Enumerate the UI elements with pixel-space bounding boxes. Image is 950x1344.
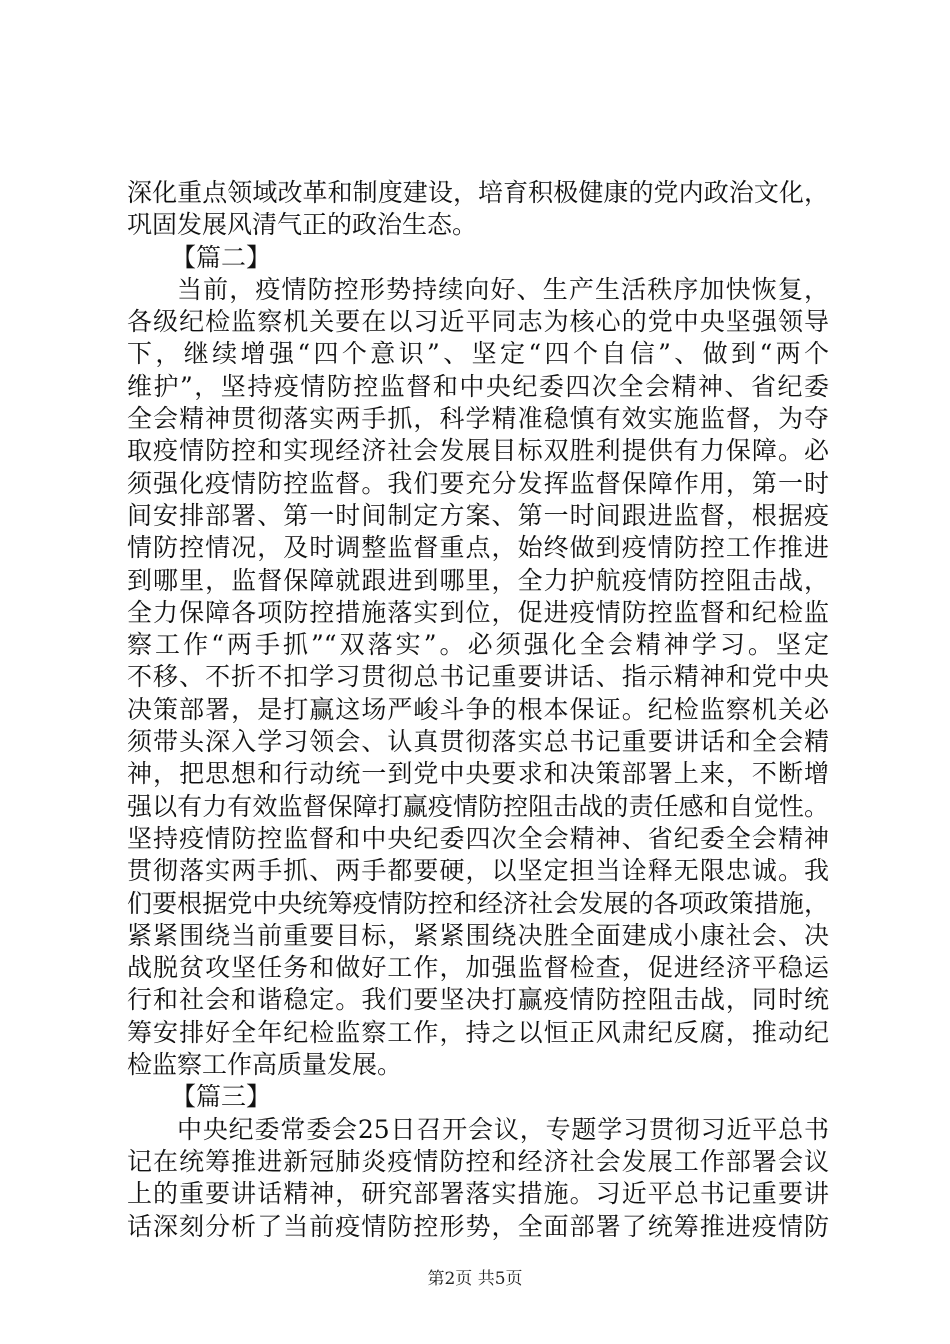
text-line: 巩固发展风清气正的政治生态。 bbox=[127, 210, 478, 240]
text-line: 全力保障各项防控措施落实到位，促进疫情防控监督和纪检监 bbox=[127, 597, 829, 627]
text-line: 坚持疫情防控监督和中央纪委四次全会精神、省纪委全会精神 bbox=[127, 823, 829, 853]
text-line: 行和社会和谐稳定。我们要坚决打赢疫情防控阻击战，同时统 bbox=[127, 985, 829, 1015]
text-line: 紧紧围绕当前重要目标，紧紧围绕决胜全面建成小康社会、决 bbox=[127, 920, 829, 950]
text-line: 们要根据党中央统筹疫情防控和经济社会发展的各项政策措施， bbox=[127, 888, 829, 918]
text-line: 决策部署，是打赢这场严峻斗争的根本保证。纪检监察机关必 bbox=[127, 694, 829, 724]
text-line: 全会精神贯彻落实两手抓，科学精准稳慎有效实施监督，为夺 bbox=[127, 404, 829, 434]
paragraph-first-line: 中央纪委常委会25日召开会议，专题学习贯彻习近平总书 bbox=[177, 1114, 829, 1144]
text-line: 筹安排好全年纪检监察工作，持之以恒正风肃纪反腐，推动纪 bbox=[127, 1017, 829, 1047]
text-line: 间安排部署、第一时间制定方案、第一时间跟进监督，根据疫 bbox=[127, 500, 829, 530]
text-line: 神，把思想和行动统一到党中央要求和决策部署上来，不断增 bbox=[127, 759, 829, 789]
section-heading-3: 【篇三】 bbox=[171, 1082, 272, 1112]
page-footer: 第2页 共5页 bbox=[427, 1269, 523, 1289]
text-line: 贯彻落实两手抓、两手都要硬，以坚定担当诠释无限忠诚。我 bbox=[127, 856, 829, 886]
text-line: 记在统筹推进新冠肺炎疫情防控和经济社会发展工作部署会议 bbox=[127, 1146, 829, 1176]
text-line: 话深刻分析了当前疫情防控形势，全面部署了统筹推进疫情防 bbox=[127, 1211, 829, 1241]
text-line: 察工作“两手抓”“双落实”。必须强化全会精神学习。坚定 bbox=[127, 630, 829, 660]
text-line: 强以有力有效监督保障打赢疫情防控阻击战的责任感和自觉性。 bbox=[127, 791, 829, 821]
text-line: 须强化疫情防控监督。我们要充分发挥监督保障作用，第一时 bbox=[127, 468, 829, 498]
text-line: 检监察工作高质量发展。 bbox=[127, 1050, 403, 1080]
document-body bbox=[127, 177, 829, 1243]
text-line: 取疫情防控和实现经济社会发展目标双胜利提供有力保障。必 bbox=[127, 436, 829, 466]
text-line: 情防控情况，及时调整监督重点，始终做到疫情防控工作推进 bbox=[127, 533, 829, 563]
text-line: 下，继续增强“四个意识”、坚定“四个自信”、做到“两个 bbox=[127, 339, 829, 369]
text-line: 须带头深入学习领会、认真贯彻落实总书记重要讲话和全会精 bbox=[127, 727, 829, 757]
text-line: 维护”，坚持疫情防控监督和中央纪委四次全会精神、省纪委 bbox=[127, 371, 829, 401]
text-line: 上的重要讲话精神，研究部署落实措施。习近平总书记重要讲 bbox=[127, 1179, 829, 1209]
text-line: 深化重点领域改革和制度建设，培育积极健康的党内政治文化， bbox=[127, 178, 829, 207]
paragraph-first-line: 当前，疫情防控形势持续向好、生产生活秩序加快恢复， bbox=[177, 274, 829, 304]
text-line: 不移、不折不扣学习贯彻总书记重要讲话、指示精神和党中央 bbox=[127, 662, 829, 692]
section-heading-2: 【篇二】 bbox=[171, 242, 272, 272]
text-line: 到哪里，监督保障就跟进到哪里，全力护航疫情防控阻击战， bbox=[127, 565, 829, 595]
text-line: 各级纪检监察机关要在以习近平同志为核心的党中央坚强领导 bbox=[127, 307, 829, 337]
text-line: 战脱贫攻坚任务和做好工作，加强监督检查，促进经济平稳运 bbox=[127, 953, 829, 983]
